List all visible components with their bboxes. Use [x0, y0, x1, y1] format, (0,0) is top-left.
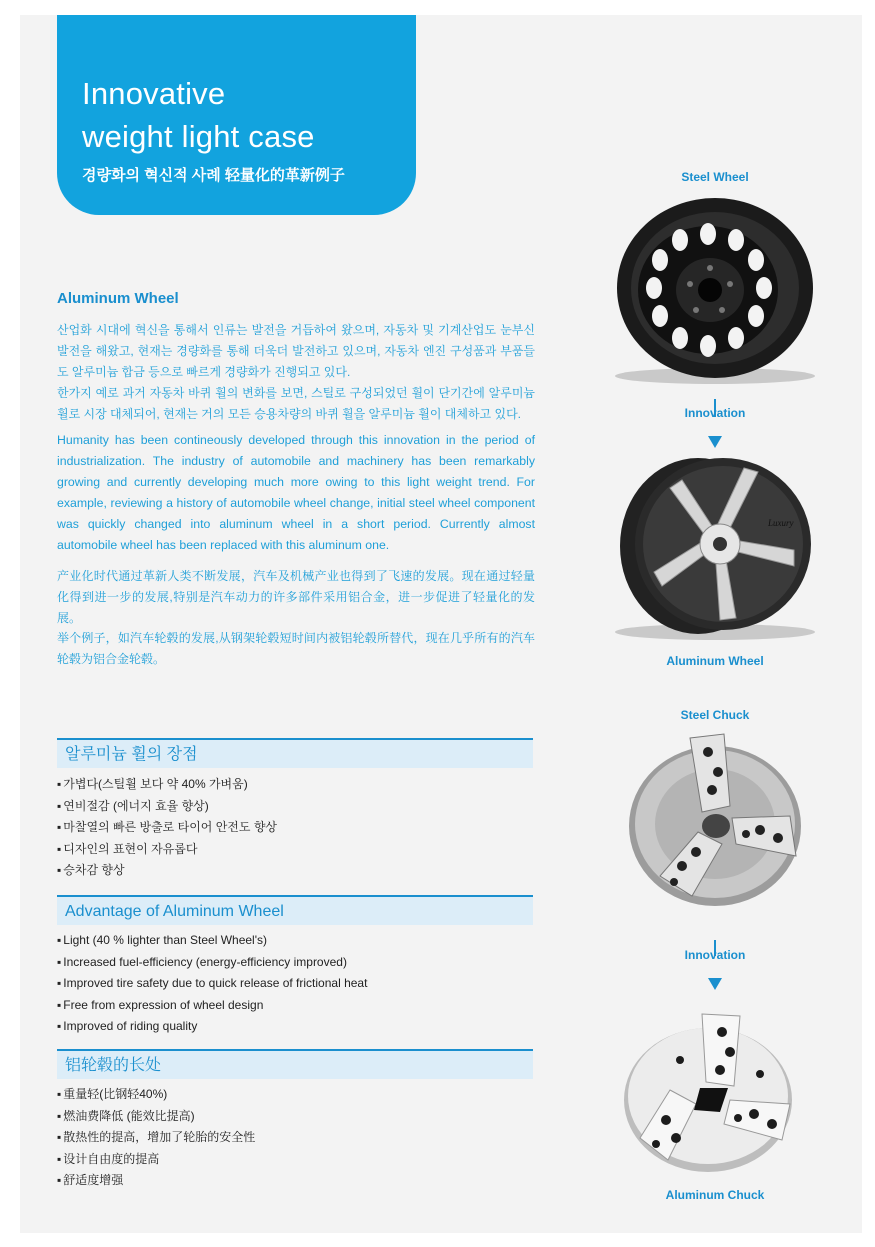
steel-chuck-image: [620, 726, 810, 911]
list-item: ▪ 舒适度增强: [57, 1170, 255, 1192]
list-item: ▪ 散热性的提高，增加了轮胎的安全性: [57, 1127, 255, 1149]
list-item: ▪ Free from expression of wheel design: [57, 995, 367, 1017]
list-item: ▪ Light (40 % lighter than Steel Wheel's): [57, 930, 367, 952]
innovation-label-1: Innovation: [684, 406, 746, 420]
chinese-paragraph-2: 举个例子，如汽车轮毂的发展,从钢架轮毂短时间内被铝轮毂所替代，现在几乎所有的汽车轮毂为铝合金轮毂。: [57, 631, 535, 666]
list-item: ▪ 연비절감 (에너지 효율 향상): [57, 796, 277, 818]
section-title: Aluminum Wheel: [57, 290, 179, 307]
advantages-zh-header: 铝轮毂的长处: [57, 1049, 533, 1079]
advantages-en-list: [57, 930, 367, 1038]
advantages-zh-list: [57, 1084, 255, 1192]
advantages-ko-header: 알루미늄 휠의 장점: [57, 738, 533, 768]
aluminum-wheel-image: [598, 452, 832, 642]
list-item: ▪ Improved of riding quality: [57, 1016, 367, 1038]
chinese-paragraph-1: 产业化时代通过革新人类不断发展，汽车及机械产业也得到了飞速的发展。现在通过轻量化得到进一步的发展,特别是汽车动力的许多部件采用铝合金，进一步促进了轻量化的发展。: [57, 569, 535, 625]
steel-chuck-label: Steel Chuck: [680, 708, 750, 722]
aluminum-chuck-label: Aluminum Chuck: [665, 1188, 765, 1202]
list-item: ▪ Improved tire safety due to quick release of frictional heat: [57, 973, 367, 995]
list-item: ▪ 디자인의 표현이 자유롭다: [57, 839, 277, 861]
list-item: ▪ 마찰열의 빠른 방출로 타이어 안전도 향상: [57, 817, 277, 839]
list-item: ▪ 重量轻(比钢轻40%): [57, 1084, 255, 1106]
advantages-en-header: Advantage of Aluminum Wheel: [57, 895, 533, 925]
list-item: ▪ Increased fuel-efficiency (energy-efficiency improved): [57, 952, 367, 974]
page-title: [82, 72, 412, 158]
korean-paragraph-1: 산업화 시대에 혁신을 통해서 인류는 발전을 거듭하여 왔으며, 자동차 및 기계산업도 눈부신 발전을 해왔고, 현재는 경량화를 통해 더욱더 발전하고 있으며, 자동차 엔진 구성품과 부품들도 알루미늄 합금 등으로 빠르게 경량화가 진행되고 있다.: [57, 323, 535, 379]
svg-text:Luxury: Luxury: [768, 518, 794, 528]
list-item: ▪ 승차감 향상: [57, 860, 277, 882]
list-item: ▪ 设计自由度的提高: [57, 1149, 255, 1171]
aluminum-wheel-label: Aluminum Wheel: [666, 654, 764, 668]
advantages-ko-list: [57, 774, 277, 882]
title-line-2: weight light case: [82, 119, 315, 154]
down-arrow-icon: [708, 966, 722, 1002]
aluminum-chuck-image: [610, 1000, 810, 1180]
steel-wheel-label: Steel Wheel: [681, 170, 749, 184]
list-item: ▪ 가볍다(스틸휠 보다 약 40% 가벼움): [57, 774, 277, 796]
title-line-1: Innovative: [82, 76, 226, 111]
list-item: ▪ 燃油费降低 (能效比提高): [57, 1106, 255, 1128]
steel-wheel-image: [600, 188, 830, 388]
korean-paragraph-2: 한가지 예로 과거 자동차 바퀴 휠의 변화를 보면, 스틸로 구성되었던 휠이 단기간에 알루미늄 휠로 시장 대체되어, 현재는 거의 모든 승용차량의 바퀴 휠을 알루미늄 휠이 대체하고 있다.: [57, 386, 535, 421]
page-subtitle: 경량화의 혁신적 사례 轻量化的革新例子: [82, 167, 345, 184]
innovation-label-2: Innovation: [684, 948, 746, 962]
english-paragraph: Humanity has been contineously developed through this innovation in the period of industrialization. The industry of automobile and machinery has been remarkably growing and currently developing much more owing to this light weight trend. For example, reviewing a history of automobile wheel change, initial steel wheel component was quickly changed into aluminum wheel in a short period. Currently almost automobile wheel has been replaced with this aluminum one.: [57, 433, 535, 552]
